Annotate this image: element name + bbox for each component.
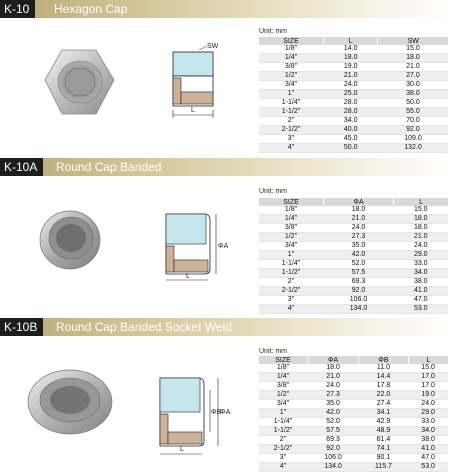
table-cell: 18.0 <box>394 215 448 224</box>
table-cell: 134.0 <box>308 463 359 472</box>
table-cell: 90.1 <box>359 454 409 463</box>
table-cell: 2-1/2" <box>259 445 308 454</box>
table-cell: 61.4 <box>359 436 409 445</box>
table-row <box>259 269 449 278</box>
table-cell: 15.0 <box>378 45 448 54</box>
table-cell: 41.0 <box>394 287 448 296</box>
table-cell: 14.4 <box>359 373 409 382</box>
table-cell: 38.0 <box>378 90 448 99</box>
table-cell: 2-1/2" <box>259 287 324 296</box>
table-cell: 34.1 <box>359 409 409 418</box>
table-cell: 1/4" <box>259 373 308 382</box>
table-cell: 50.0 <box>324 144 378 153</box>
table-cell: 1/8" <box>259 206 324 215</box>
section-k10 <box>0 0 450 152</box>
column-header: ΦB <box>359 356 409 364</box>
table-cell: 41.0 <box>408 445 448 454</box>
table-cell: 1/8" <box>259 45 324 54</box>
table-row <box>259 54 449 63</box>
section-k10b <box>0 318 450 470</box>
table-cell: 21.0 <box>394 233 448 242</box>
table-cell: 18.0 <box>324 206 394 215</box>
table-cell: 17.8 <box>359 382 409 391</box>
table-cell: 22.0 <box>359 391 409 400</box>
section-header <box>0 0 450 18</box>
table-cell: 3" <box>259 454 308 463</box>
table-row <box>259 242 449 251</box>
hexagon-cap-drawing <box>163 42 225 122</box>
table-cell: 15.0 <box>408 364 448 373</box>
product-name: Hexagon Cap <box>54 2 128 16</box>
spec-table <box>258 37 448 153</box>
table-cell: 1/2" <box>259 233 324 242</box>
table-cell: 115.7 <box>359 463 409 472</box>
table-row <box>259 409 449 418</box>
table-cell: 47.0 <box>408 454 448 463</box>
table-cell: 1/4" <box>259 215 324 224</box>
table-cell: 3/4" <box>259 242 324 251</box>
table-row <box>259 418 449 427</box>
table-cell: 3/4" <box>259 81 324 90</box>
product-name: Round Cap Banded <box>56 160 162 174</box>
product-name: Round Cap Banded Socket Weld <box>56 320 232 334</box>
table-row <box>259 463 449 472</box>
table-row <box>259 45 449 54</box>
table-cell: 33.0 <box>408 418 448 427</box>
table-cell: 24.0 <box>324 224 394 233</box>
table-cell: 35.0 <box>324 242 394 251</box>
table-cell: 47.0 <box>394 296 448 305</box>
table-row <box>259 296 449 305</box>
table-cell: 1-1/2" <box>259 108 324 117</box>
table-cell: 92.0 <box>308 445 359 454</box>
table-row <box>259 251 449 260</box>
table-cell: 92.0 <box>378 126 448 135</box>
table-row <box>259 99 449 108</box>
table-cell: 3" <box>259 296 324 305</box>
table-cell: 1" <box>259 251 324 260</box>
table-cell: 21.0 <box>324 72 378 81</box>
unit-label: Unit: mm <box>259 188 287 195</box>
table-cell: 2-1/2" <box>259 126 324 135</box>
table-cell: 69.3 <box>324 278 394 287</box>
table-cell: 33.0 <box>394 260 448 269</box>
table-cell: 24.0 <box>324 81 378 90</box>
table-cell: 3" <box>259 135 324 144</box>
table-cell: 132.0 <box>378 144 448 153</box>
table-cell: 2" <box>259 278 324 287</box>
table-cell: 1/4" <box>259 54 324 63</box>
table-cell: 24.0 <box>408 400 448 409</box>
table-cell: 55.0 <box>378 108 448 117</box>
section-header <box>0 158 450 176</box>
table-row <box>259 445 449 454</box>
table-cell: 3/8" <box>259 63 324 72</box>
column-header: SIZE <box>259 37 324 45</box>
table-cell: 19.0 <box>324 63 378 72</box>
table-row <box>259 90 449 99</box>
table-row <box>259 427 449 436</box>
table-cell: 35.0 <box>308 400 359 409</box>
table-cell: 11.0 <box>359 364 409 373</box>
table-cell: 19.0 <box>408 391 448 400</box>
table-cell: 30.0 <box>378 81 448 90</box>
table-cell: 1" <box>259 90 324 99</box>
table-row <box>259 400 449 409</box>
table-cell: 1/2" <box>259 391 308 400</box>
table-cell: 70.0 <box>378 117 448 126</box>
table-cell: 106.0 <box>324 296 394 305</box>
table-cell: 42.0 <box>324 251 394 260</box>
column-header: SIZE <box>259 198 324 206</box>
column-header: SIZE <box>259 356 308 364</box>
product-code: K-10 <box>0 0 35 18</box>
table-row <box>259 215 449 224</box>
table-cell: 1-1/4" <box>259 99 324 108</box>
table-cell: 24.0 <box>394 242 448 251</box>
table-row <box>259 233 449 242</box>
product-code: K-10B <box>0 318 43 336</box>
table-cell: 27.0 <box>378 72 448 81</box>
column-header: ΦA <box>324 198 394 206</box>
table-row <box>259 108 449 117</box>
drawing-label-l: L <box>191 107 195 114</box>
column-header: SW <box>378 37 448 45</box>
table-cell: 4" <box>259 305 324 314</box>
table-row <box>259 287 449 296</box>
table-row <box>259 224 449 233</box>
table-cell: 34.0 <box>394 269 448 278</box>
table-cell: 2" <box>259 117 324 126</box>
table-cell: 1" <box>259 409 308 418</box>
table-row <box>259 391 449 400</box>
table-cell: 1-1/2" <box>259 427 308 436</box>
table-cell: 14.0 <box>324 45 378 54</box>
table-cell: 28.0 <box>324 99 378 108</box>
section-header <box>0 318 450 336</box>
table-cell: 92.0 <box>324 287 394 296</box>
table-cell: 106.0 <box>308 454 359 463</box>
table-cell: 109.0 <box>378 135 448 144</box>
table-cell: 3/8" <box>259 224 324 233</box>
table-row <box>259 144 449 153</box>
table-cell: 21.0 <box>324 215 394 224</box>
table-row <box>259 260 449 269</box>
table-cell: 53.0 <box>394 305 448 314</box>
drawing-label-l: L <box>180 446 184 453</box>
table-cell: 53.0 <box>408 463 448 472</box>
table-cell: 29.0 <box>394 251 448 260</box>
table-cell: 18.0 <box>378 54 448 63</box>
table-row <box>259 117 449 126</box>
table-row <box>259 436 449 445</box>
table-row <box>259 81 449 90</box>
table-cell: 57.5 <box>324 269 394 278</box>
product-code: K-10A <box>0 158 43 176</box>
column-header: ΦA <box>308 356 359 364</box>
table-row <box>259 382 449 391</box>
round-cap-banded-photo <box>38 208 102 272</box>
round-cap-banded-drawing <box>158 210 232 286</box>
table-row <box>259 305 449 314</box>
table-cell: 34.0 <box>408 427 448 436</box>
drawing-label-a: ΦA <box>220 409 231 416</box>
section-k10a <box>0 158 450 313</box>
column-header: L <box>324 37 378 45</box>
column-header: L <box>408 356 448 364</box>
table-cell: 48.9 <box>359 427 409 436</box>
table-cell: 1-1/4" <box>259 418 308 427</box>
round-cap-socket-weld-drawing <box>154 374 238 460</box>
table-cell: 40.0 <box>324 126 378 135</box>
table-cell: 27.3 <box>324 233 394 242</box>
table-cell: 2" <box>259 436 308 445</box>
spec-table <box>258 356 448 472</box>
table-cell: 25.0 <box>324 90 378 99</box>
table-cell: 3/8" <box>259 382 308 391</box>
table-cell: 4" <box>259 463 308 472</box>
table-cell: 69.3 <box>308 436 359 445</box>
table-cell: 17.0 <box>408 382 448 391</box>
table-cell: 1-1/2" <box>259 269 324 278</box>
table-cell: 3/4" <box>259 400 308 409</box>
table-cell: 38.0 <box>408 436 448 445</box>
table-cell: 29.0 <box>408 409 448 418</box>
table-cell: 134.0 <box>324 305 394 314</box>
table-cell: 1-1/4" <box>259 260 324 269</box>
table-cell: 28.0 <box>324 108 378 117</box>
table-cell: 4" <box>259 144 324 153</box>
round-cap-socket-weld-photo <box>24 366 116 438</box>
drawing-label-b: ΦB <box>211 409 222 416</box>
table-cell: 74.1 <box>359 445 409 454</box>
table-cell: 50.0 <box>378 99 448 108</box>
table-row <box>259 135 449 144</box>
table-row <box>259 373 449 382</box>
table-row <box>259 63 449 72</box>
table-row <box>259 364 449 373</box>
table-cell: 1/8" <box>259 364 308 373</box>
spec-table <box>258 198 448 314</box>
table-cell: 18.0 <box>394 224 448 233</box>
table-cell: 27.4 <box>359 400 409 409</box>
table-cell: 42.9 <box>359 418 409 427</box>
drawing-label-a: ΦA <box>218 243 229 250</box>
table-cell: 42.0 <box>308 409 359 418</box>
table-cell: 27.3 <box>308 391 359 400</box>
unit-label: Unit: mm <box>259 348 287 355</box>
table-cell: 21.0 <box>308 373 359 382</box>
unit-label: Unit: mm <box>259 28 287 35</box>
table-cell: 24.0 <box>308 382 359 391</box>
table-row <box>259 454 449 463</box>
table-cell: 18.0 <box>308 364 359 373</box>
table-row <box>259 278 449 287</box>
table-cell: 57.5 <box>308 427 359 436</box>
table-row <box>259 72 449 81</box>
table-cell: 38.0 <box>394 278 448 287</box>
table-cell: 1/2" <box>259 72 324 81</box>
column-header: L <box>394 198 448 206</box>
drawing-label-sw: SW <box>207 43 219 50</box>
hexagon-cap-photo <box>42 46 117 118</box>
table-cell: 52.0 <box>308 418 359 427</box>
table-cell: 34.0 <box>324 117 378 126</box>
table-cell: 15.0 <box>394 206 448 215</box>
table-row <box>259 206 449 215</box>
drawing-label-l: L <box>186 273 190 280</box>
table-cell: 18.0 <box>324 54 378 63</box>
table-row <box>259 126 449 135</box>
table-cell: 21.0 <box>378 63 448 72</box>
table-cell: 52.0 <box>324 260 394 269</box>
table-cell: 45.0 <box>324 135 378 144</box>
table-cell: 17.0 <box>408 373 448 382</box>
